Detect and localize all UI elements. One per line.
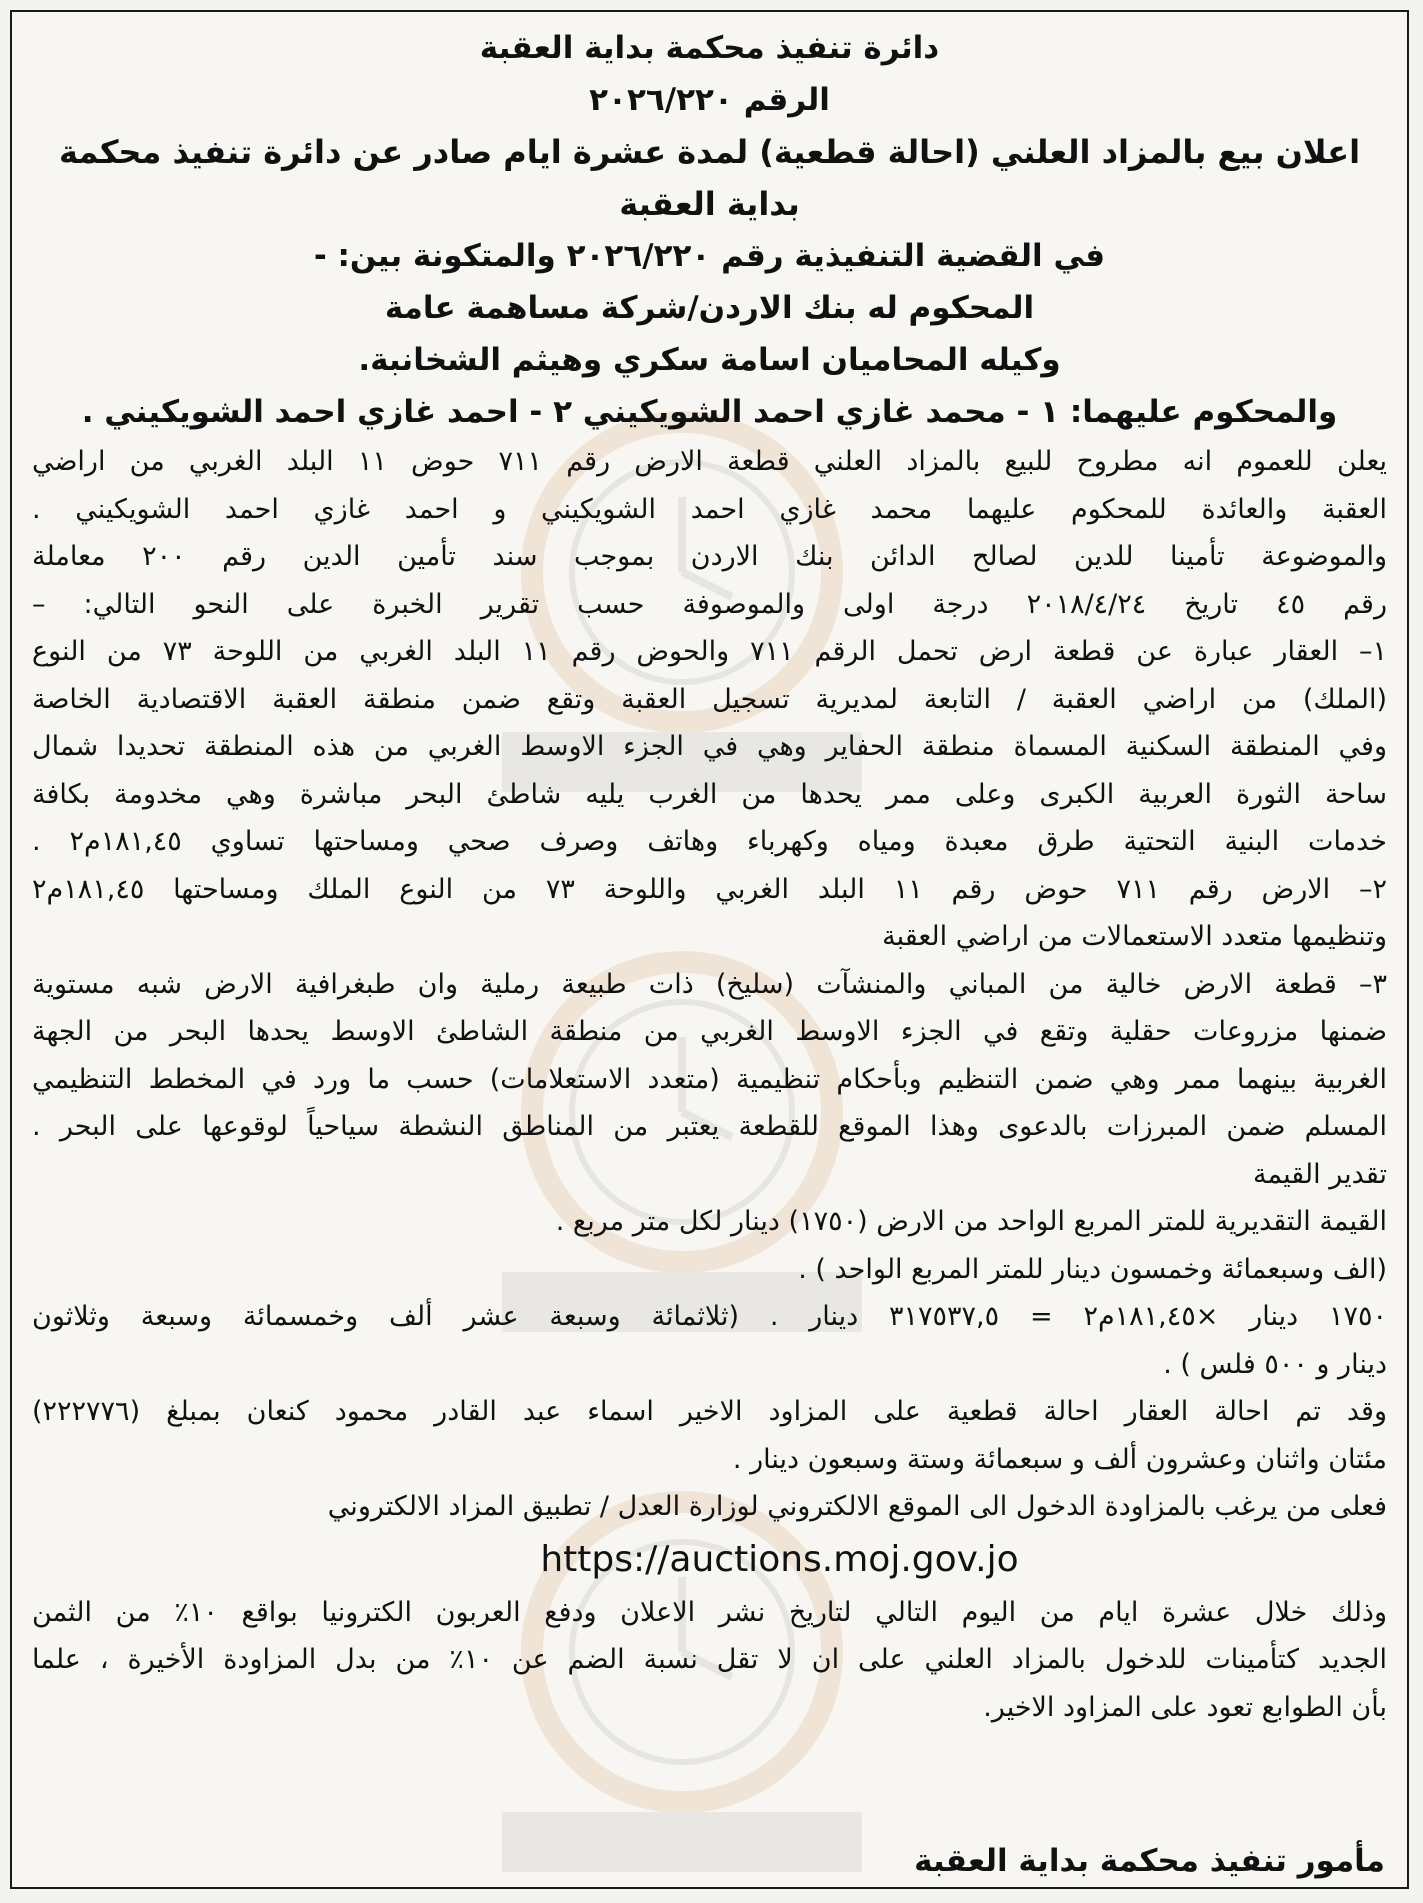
body-line: دينار و ٥٠٠ فلس ) . <box>1163 1348 1387 1380</box>
body-line: ٣– قطعة الارض خالية من المباني والمنشآت (سليخ) ذات طبيعة رملية وان طبغرافية الارض شبه مستوية <box>32 968 1387 1000</box>
body-line: وتنظيمها متعدد الاستعمالات من اراضي العقبة <box>882 921 1387 952</box>
body-line: وقد تم احالة العقار احالة قطعية على المزاود الاخير اسماء عبد القادر محمود كنعان بمبلغ (٢٢٢٧٧٦) <box>32 1396 1387 1427</box>
body-line: ١– العقار عبارة عن قطعة ارض تحمل الرقم ٧١١ والحوض رقم ١١ البلد الغربي من اللوحة ٧٣ من النوع <box>32 636 1387 667</box>
announcement-title: اعلان بيع بالمزاد العلني (احالة قطعية) لمدة عشرة ايام صادر عن دائرة تنفيذ محكمة بداية العقبة <box>58 133 1361 223</box>
body-line: (الملك) من اراضي العقبة / التابعة لمديرية تسجيل العقبة وتقع ضمن منطقة العقبة الاقتصادية الخاصة <box>32 683 1387 715</box>
judgment-debtors: والمحكوم عليهما: ١ - محمد غازي احمد الشويكيني ٢ - احمد غازي احمد الشويكيني . <box>81 394 1338 430</box>
body-line: العقبة والعائدة للمحكوم عليهما محمد غازي احمد الشويكيني و احمد غازي احمد الشويكيني . <box>32 493 1387 525</box>
legal-notice <box>10 10 1409 1889</box>
body-line: مئتان واثنان وعشرون ألف و سبعمائة وستة وسبعون دينار . <box>732 1443 1387 1475</box>
body-line: فعلى من يرغب بالمزاودة الدخول الى الموقع الالكتروني لوزارة العدل / تطبيق المزاد الالكتروني <box>327 1491 1387 1522</box>
case-parties-intro: في القضية التنفيذية رقم ٢٠٢٦/٢٢٠ والمتكونة بين: - <box>313 238 1106 274</box>
body-line: ساحة الثورة العربية الكبرى وعلى ممر يحدها من الغرب يليه شاطئ البحر مباشرة وهي مخدومة بكافة <box>32 778 1387 810</box>
body-line: وفي المنطقة السكنية المسماة منطقة الحفاير وهي في الجزء الاوسط الغربي من هذه المنطقة تحديدا شمال <box>32 731 1387 762</box>
body-line: يعلن للعموم انه مطروح للبيع بالمزاد العلني قطعة الارض رقم ٧١١ حوض ١١ البلد الغربي من اراضي <box>32 446 1387 477</box>
body-line: ضمنها مزروعات حقلية وتقع في الجزء الاوسط الغربي من منطقة الشاطئ الاوسط يحدها البحر من الجهة <box>32 1016 1387 1047</box>
body-line: رقم ٤٥ تاريخ ٢٠١٨/٤/٢٤ درجة اولى والموصوفة حسب تقرير الخبرة على النحو التالي: – <box>32 588 1388 620</box>
case-reference: الرقم ٢٠٢٦/٢٢٠ <box>589 82 830 118</box>
body-line: والموضوعة تأمينا للدين لصالح الدائن بنك الاردن بموجب سند تأمين الدين رقم ٢٠٠ معاملة <box>32 541 1387 572</box>
creditor-attorneys: وكيله المحاميان اسامة سكري وهيثم الشخانبة. <box>358 342 1061 378</box>
body-line: المسلم ضمن المبرزات بالدعوى وهذا الموقع للقطعة يعتبر من المناطق النشطة سياحياً لوقوعها على البحر . <box>32 1111 1387 1142</box>
body-line: الغربية بينهما ممر وهي ضمن التنظيم وبأحكام تنظيمية (متعدد الاستعلامات) حسب ما ورد في المخطط التنظيمي <box>32 1063 1387 1095</box>
closing-line: بأن الطوابع تعود على المزاود الاخير. <box>983 1691 1387 1723</box>
body-line: خدمات البنية التحتية طرق معبدة ومياه وكهرباء وهاتف وصرف صحي ومساحتها تساوي ١٨١,٤٥م٢ . <box>32 826 1387 857</box>
closing-line: وذلك خلال عشرة ايام من اليوم التالي لتاريخ نشر الاعلان ودفع العربون الكترونيا بواقع ١٠٪ من الثمن <box>32 1596 1387 1628</box>
closing-line: الجديد كتأمينات للدخول بالمزاد العلني على ان لا تقل نسبة الضم عن ١٠٪ من بدل المزاودة الأخيرة ، علما <box>32 1644 1387 1675</box>
valuation-heading: تقدير القيمة <box>1253 1158 1387 1190</box>
department-title: دائرة تنفيذ محكمة بداية العقبة <box>479 30 940 66</box>
auction-url[interactable]: https://auctions.moj.gov.jo <box>540 1538 1019 1580</box>
signature: مأمور تنفيذ محكمة بداية العقبة <box>914 1843 1385 1879</box>
judgment-creditor: المحكوم له بنك الاردن/شركة مساهمة عامة <box>384 290 1035 326</box>
body-line: ٢– الارض رقم ٧١١ حوض رقم ١١ البلد الغربي واللوحة ٧٣ من النوع الملك ومساحتها ١٨١,٤٥م٢ <box>32 873 1387 905</box>
notice-content <box>12 12 1407 1731</box>
body-line: (الف وسبعمائة وخمسون دينار للمتر المربع الواحد ) . <box>798 1253 1387 1285</box>
body-line: ١٧٥٠ دينار ×١٨١,٤٥م٢ = ٣١٧٥٣٧,٥ دينار . (ثلاثمائة وسبعة عشر ألف وخمسمائة وسبعة وثلاثون <box>32 1301 1388 1332</box>
body-line: القيمة التقديرية للمتر المربع الواحد من الارض (١٧٥٠) دينار لكل متر مربع . <box>555 1206 1387 1237</box>
